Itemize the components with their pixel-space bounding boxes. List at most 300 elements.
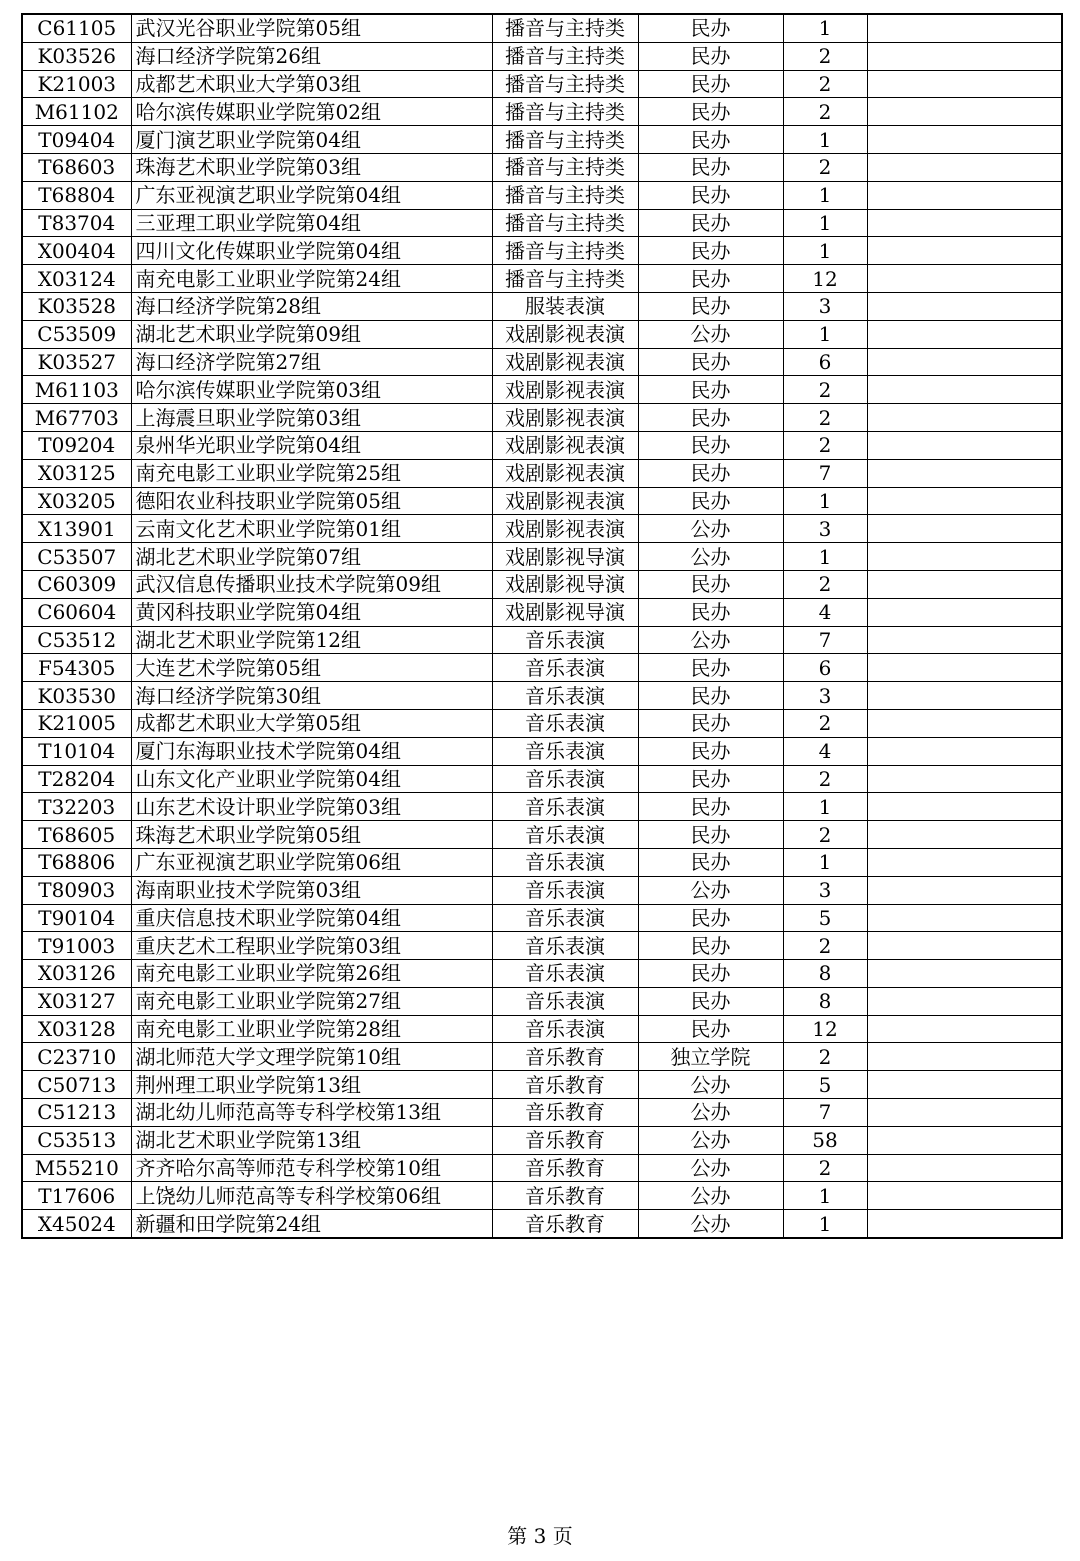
cell-remark (867, 876, 1062, 904)
cell-major: 音乐表演 (492, 1015, 638, 1043)
cell-school-group: 武汉信息传播职业技术学院第09组 (131, 570, 492, 598)
cell-school-group: 湖北艺术职业学院第13组 (131, 1126, 492, 1154)
cell-group-code: M55210 (22, 1154, 131, 1182)
cell-remark (867, 515, 1062, 543)
cell-major: 音乐教育 (492, 1182, 638, 1210)
cell-remark (867, 404, 1062, 432)
cell-remark (867, 376, 1062, 404)
cell-school-type: 民办 (638, 654, 783, 682)
cell-group-code: T10104 (22, 737, 131, 765)
cell-school-group: 厦门演艺职业学院第04组 (131, 126, 492, 154)
table-row (22, 598, 1062, 626)
cell-remark (867, 793, 1062, 821)
cell-school-group: 三亚理工职业学院第04组 (131, 209, 492, 237)
cell-group-code: T80903 (22, 876, 131, 904)
cell-major: 音乐教育 (492, 1210, 638, 1238)
cell-school-type: 民办 (638, 14, 783, 42)
cell-major: 音乐表演 (492, 821, 638, 849)
cell-remark (867, 98, 1062, 126)
cell-remark (867, 181, 1062, 209)
cell-group-code: X03125 (22, 459, 131, 487)
cell-remark (867, 682, 1062, 710)
cell-remark (867, 153, 1062, 181)
table-row (22, 70, 1062, 98)
cell-plan-count: 1 (783, 1210, 867, 1238)
cell-school-type: 民办 (638, 70, 783, 98)
cell-group-code: K03526 (22, 42, 131, 70)
cell-plan-count: 2 (783, 404, 867, 432)
cell-school-group: 南充电影工业职业学院第24组 (131, 265, 492, 293)
cell-school-type: 公办 (638, 320, 783, 348)
cell-major: 音乐教育 (492, 1154, 638, 1182)
cell-school-group: 上海震旦职业学院第03组 (131, 404, 492, 432)
cell-group-code: C61105 (22, 14, 131, 42)
cell-group-code: T09404 (22, 126, 131, 154)
cell-school-type: 民办 (638, 348, 783, 376)
cell-group-code: C53512 (22, 626, 131, 654)
table-row (22, 1182, 1062, 1210)
cell-remark (867, 237, 1062, 265)
cell-group-code: T09204 (22, 431, 131, 459)
table-row (22, 793, 1062, 821)
table-row (22, 209, 1062, 237)
cell-school-type: 民办 (638, 598, 783, 626)
cell-school-group: 重庆信息技术职业学院第04组 (131, 904, 492, 932)
table-body (22, 14, 1062, 1238)
table-row (22, 1126, 1062, 1154)
table-row (22, 265, 1062, 293)
cell-plan-count: 2 (783, 1154, 867, 1182)
cell-school-group: 大连艺术学院第05组 (131, 654, 492, 682)
cell-school-type: 民办 (638, 376, 783, 404)
cell-school-group: 哈尔滨传媒职业学院第03组 (131, 376, 492, 404)
cell-school-type: 公办 (638, 1182, 783, 1210)
cell-school-group: 湖北艺术职业学院第12组 (131, 626, 492, 654)
cell-school-group: 武汉光谷职业学院第05组 (131, 14, 492, 42)
cell-school-type: 民办 (638, 793, 783, 821)
cell-school-type: 民办 (638, 765, 783, 793)
cell-remark (867, 1154, 1062, 1182)
cell-remark (867, 42, 1062, 70)
cell-remark (867, 14, 1062, 42)
cell-plan-count: 5 (783, 904, 867, 932)
cell-group-code: X13901 (22, 515, 131, 543)
table-row (22, 98, 1062, 126)
table-row (22, 543, 1062, 571)
cell-group-code: M61103 (22, 376, 131, 404)
cell-group-code: K03530 (22, 682, 131, 710)
cell-remark (867, 821, 1062, 849)
cell-remark (867, 987, 1062, 1015)
cell-remark (867, 626, 1062, 654)
cell-school-type: 独立学院 (638, 1043, 783, 1071)
cell-school-group: 湖北幼儿师范高等专科学校第13组 (131, 1099, 492, 1127)
cell-group-code: M61102 (22, 98, 131, 126)
cell-school-group: 海口经济学院第30组 (131, 682, 492, 710)
cell-remark (867, 960, 1062, 988)
cell-school-type: 民办 (638, 431, 783, 459)
cell-major: 播音与主持类 (492, 14, 638, 42)
cell-school-group: 南充电影工业职业学院第26组 (131, 960, 492, 988)
cell-school-type: 民办 (638, 904, 783, 932)
cell-group-code: C53513 (22, 1126, 131, 1154)
cell-remark (867, 765, 1062, 793)
cell-remark (867, 265, 1062, 293)
cell-major: 戏剧影视表演 (492, 487, 638, 515)
cell-group-code: T68605 (22, 821, 131, 849)
cell-plan-count: 1 (783, 126, 867, 154)
table-row (22, 876, 1062, 904)
cell-plan-count: 1 (783, 1182, 867, 1210)
table-row (22, 821, 1062, 849)
cell-school-type: 公办 (638, 1071, 783, 1099)
cell-major: 音乐教育 (492, 1043, 638, 1071)
table-row (22, 1210, 1062, 1238)
cell-school-group: 广东亚视演艺职业学院第06组 (131, 848, 492, 876)
cell-school-group: 新疆和田学院第24组 (131, 1210, 492, 1238)
cell-school-group: 海口经济学院第28组 (131, 292, 492, 320)
cell-major: 播音与主持类 (492, 98, 638, 126)
cell-plan-count: 12 (783, 1015, 867, 1043)
cell-plan-count: 3 (783, 682, 867, 710)
cell-remark (867, 1015, 1062, 1043)
cell-remark (867, 348, 1062, 376)
cell-school-type: 民办 (638, 737, 783, 765)
table-row (22, 487, 1062, 515)
cell-major: 播音与主持类 (492, 265, 638, 293)
cell-school-group: 山东文化产业职业学院第04组 (131, 765, 492, 793)
cell-major: 音乐表演 (492, 709, 638, 737)
cell-major: 戏剧影视表演 (492, 348, 638, 376)
cell-plan-count: 1 (783, 487, 867, 515)
cell-school-type: 民办 (638, 682, 783, 710)
cell-school-group: 珠海艺术职业学院第03组 (131, 153, 492, 181)
cell-group-code: C51213 (22, 1099, 131, 1127)
cell-major: 戏剧影视表演 (492, 404, 638, 432)
cell-major: 戏剧影视表演 (492, 376, 638, 404)
cell-plan-count: 4 (783, 737, 867, 765)
cell-major: 播音与主持类 (492, 209, 638, 237)
cell-remark (867, 709, 1062, 737)
cell-school-type: 公办 (638, 626, 783, 654)
cell-school-type: 民办 (638, 153, 783, 181)
cell-school-type: 民办 (638, 932, 783, 960)
cell-school-type: 民办 (638, 404, 783, 432)
cell-group-code: K03528 (22, 292, 131, 320)
cell-major: 音乐表演 (492, 737, 638, 765)
cell-school-type: 民办 (638, 487, 783, 515)
table-row (22, 932, 1062, 960)
cell-plan-count: 8 (783, 960, 867, 988)
table-row (22, 654, 1062, 682)
cell-plan-count: 6 (783, 348, 867, 376)
cell-remark (867, 737, 1062, 765)
cell-remark (867, 487, 1062, 515)
cell-school-group: 湖北师范大学文理学院第10组 (131, 1043, 492, 1071)
cell-major: 播音与主持类 (492, 237, 638, 265)
cell-plan-count: 2 (783, 376, 867, 404)
cell-school-type: 民办 (638, 848, 783, 876)
cell-major: 戏剧影视表演 (492, 320, 638, 348)
cell-group-code: C53507 (22, 543, 131, 571)
table-row (22, 153, 1062, 181)
cell-plan-count: 2 (783, 821, 867, 849)
cell-remark (867, 848, 1062, 876)
cell-major: 播音与主持类 (492, 181, 638, 209)
cell-group-code: M67703 (22, 404, 131, 432)
cell-plan-count: 2 (783, 42, 867, 70)
cell-school-group: 齐齐哈尔高等师范专科学校第10组 (131, 1154, 492, 1182)
cell-group-code: X03127 (22, 987, 131, 1015)
cell-school-group: 重庆艺术工程职业学院第03组 (131, 932, 492, 960)
cell-remark (867, 1099, 1062, 1127)
table-row (22, 737, 1062, 765)
cell-major: 音乐表演 (492, 987, 638, 1015)
cell-school-type: 民办 (638, 709, 783, 737)
cell-group-code: T28204 (22, 765, 131, 793)
cell-school-type: 民办 (638, 821, 783, 849)
cell-group-code: T32203 (22, 793, 131, 821)
cell-group-code: C50713 (22, 1071, 131, 1099)
admission-table (21, 13, 1063, 1239)
cell-school-group: 四川文化传媒职业学院第04组 (131, 237, 492, 265)
cell-major: 戏剧影视导演 (492, 543, 638, 571)
cell-school-type: 民办 (638, 237, 783, 265)
table-row (22, 348, 1062, 376)
cell-major: 音乐表演 (492, 876, 638, 904)
cell-school-group: 德阳农业科技职业学院第05组 (131, 487, 492, 515)
cell-major: 音乐表演 (492, 848, 638, 876)
cell-plan-count: 7 (783, 1099, 867, 1127)
cell-group-code: C23710 (22, 1043, 131, 1071)
cell-group-code: X03124 (22, 265, 131, 293)
table-row (22, 626, 1062, 654)
cell-major: 戏剧影视表演 (492, 459, 638, 487)
cell-remark (867, 904, 1062, 932)
cell-group-code: T83704 (22, 209, 131, 237)
cell-school-type: 民办 (638, 570, 783, 598)
cell-school-type: 民办 (638, 98, 783, 126)
cell-major: 播音与主持类 (492, 70, 638, 98)
cell-school-group: 上饶幼儿师范高等专科学校第06组 (131, 1182, 492, 1210)
cell-plan-count: 3 (783, 876, 867, 904)
cell-school-group: 广东亚视演艺职业学院第04组 (131, 181, 492, 209)
table-row (22, 404, 1062, 432)
cell-school-group: 哈尔滨传媒职业学院第02组 (131, 98, 492, 126)
cell-major: 音乐表演 (492, 932, 638, 960)
cell-school-group: 厦门东海职业技术学院第04组 (131, 737, 492, 765)
cell-group-code: K21003 (22, 70, 131, 98)
cell-school-type: 公办 (638, 876, 783, 904)
page-number: 第 3 页 (507, 1524, 573, 1548)
cell-group-code: C60309 (22, 570, 131, 598)
cell-school-group: 云南文化艺术职业学院第01组 (131, 515, 492, 543)
cell-plan-count: 2 (783, 98, 867, 126)
cell-major: 音乐表演 (492, 793, 638, 821)
cell-major: 音乐表演 (492, 626, 638, 654)
cell-school-group: 南充电影工业职业学院第27组 (131, 987, 492, 1015)
cell-school-type: 民办 (638, 1015, 783, 1043)
cell-school-type: 民办 (638, 960, 783, 988)
cell-remark (867, 1210, 1062, 1238)
table-row (22, 515, 1062, 543)
table-row (22, 1043, 1062, 1071)
cell-school-type: 民办 (638, 126, 783, 154)
table-row (22, 682, 1062, 710)
cell-remark (867, 70, 1062, 98)
cell-remark (867, 126, 1062, 154)
cell-school-group: 成都艺术职业大学第05组 (131, 709, 492, 737)
cell-plan-count: 2 (783, 570, 867, 598)
cell-plan-count: 1 (783, 320, 867, 348)
cell-school-group: 南充电影工业职业学院第28组 (131, 1015, 492, 1043)
cell-plan-count: 4 (783, 598, 867, 626)
cell-school-group: 湖北艺术职业学院第07组 (131, 543, 492, 571)
cell-remark (867, 320, 1062, 348)
cell-major: 音乐表演 (492, 765, 638, 793)
cell-major: 音乐教育 (492, 1071, 638, 1099)
cell-school-group: 成都艺术职业大学第03组 (131, 70, 492, 98)
cell-school-type: 民办 (638, 459, 783, 487)
cell-plan-count: 2 (783, 153, 867, 181)
cell-remark (867, 1071, 1062, 1099)
table-row (22, 431, 1062, 459)
cell-plan-count: 2 (783, 765, 867, 793)
cell-group-code: C60604 (22, 598, 131, 626)
cell-major: 播音与主持类 (492, 153, 638, 181)
cell-remark (867, 209, 1062, 237)
cell-major: 音乐教育 (492, 1099, 638, 1127)
cell-group-code: T68804 (22, 181, 131, 209)
table-row (22, 709, 1062, 737)
cell-remark (867, 292, 1062, 320)
cell-school-group: 荆州理工职业学院第13组 (131, 1071, 492, 1099)
cell-major: 播音与主持类 (492, 126, 638, 154)
table-row (22, 126, 1062, 154)
cell-plan-count: 5 (783, 1071, 867, 1099)
cell-group-code: K03527 (22, 348, 131, 376)
cell-remark (867, 654, 1062, 682)
cell-school-type: 民办 (638, 42, 783, 70)
cell-plan-count: 1 (783, 793, 867, 821)
cell-school-group: 海口经济学院第27组 (131, 348, 492, 376)
cell-group-code: X03128 (22, 1015, 131, 1043)
cell-group-code: T91003 (22, 932, 131, 960)
cell-group-code: T68806 (22, 848, 131, 876)
cell-school-type: 公办 (638, 1126, 783, 1154)
table-row (22, 904, 1062, 932)
cell-major: 音乐表演 (492, 654, 638, 682)
cell-school-group: 南充电影工业职业学院第25组 (131, 459, 492, 487)
cell-school-type: 民办 (638, 209, 783, 237)
table-row (22, 42, 1062, 70)
table-row (22, 292, 1062, 320)
table-row (22, 1015, 1062, 1043)
cell-group-code: T90104 (22, 904, 131, 932)
cell-group-code: K21005 (22, 709, 131, 737)
cell-plan-count: 58 (783, 1126, 867, 1154)
cell-plan-count: 1 (783, 209, 867, 237)
cell-school-group: 海南职业技术学院第03组 (131, 876, 492, 904)
table-row (22, 765, 1062, 793)
cell-plan-count: 2 (783, 70, 867, 98)
cell-major: 音乐表演 (492, 682, 638, 710)
cell-group-code: X00404 (22, 237, 131, 265)
cell-plan-count: 1 (783, 181, 867, 209)
cell-plan-count: 7 (783, 626, 867, 654)
cell-major: 戏剧影视表演 (492, 515, 638, 543)
cell-plan-count: 1 (783, 14, 867, 42)
cell-school-type: 民办 (638, 265, 783, 293)
cell-major: 戏剧影视导演 (492, 598, 638, 626)
cell-group-code: T17606 (22, 1182, 131, 1210)
table-row (22, 237, 1062, 265)
cell-plan-count: 2 (783, 709, 867, 737)
cell-plan-count: 6 (783, 654, 867, 682)
cell-school-group: 珠海艺术职业学院第05组 (131, 821, 492, 849)
cell-group-code: T68603 (22, 153, 131, 181)
cell-major: 音乐表演 (492, 960, 638, 988)
cell-school-type: 民办 (638, 987, 783, 1015)
cell-major: 戏剧影视导演 (492, 570, 638, 598)
cell-plan-count: 1 (783, 237, 867, 265)
cell-major: 服装表演 (492, 292, 638, 320)
table-row (22, 960, 1062, 988)
cell-plan-count: 8 (783, 987, 867, 1015)
cell-remark (867, 598, 1062, 626)
cell-plan-count: 2 (783, 1043, 867, 1071)
cell-major: 戏剧影视表演 (492, 431, 638, 459)
cell-major: 播音与主持类 (492, 42, 638, 70)
cell-school-type: 公办 (638, 515, 783, 543)
table-row (22, 459, 1062, 487)
table-row (22, 848, 1062, 876)
cell-school-group: 湖北艺术职业学院第09组 (131, 320, 492, 348)
cell-group-code: X03126 (22, 960, 131, 988)
cell-major: 音乐教育 (492, 1126, 638, 1154)
table-row (22, 1154, 1062, 1182)
cell-plan-count: 12 (783, 265, 867, 293)
table-row (22, 14, 1062, 42)
cell-plan-count: 1 (783, 543, 867, 571)
cell-school-type: 民办 (638, 181, 783, 209)
table-row (22, 320, 1062, 348)
cell-plan-count: 2 (783, 932, 867, 960)
cell-remark (867, 1043, 1062, 1071)
cell-plan-count: 2 (783, 431, 867, 459)
table-row (22, 570, 1062, 598)
cell-school-group: 黄冈科技职业学院第04组 (131, 598, 492, 626)
cell-group-code: F54305 (22, 654, 131, 682)
cell-plan-count: 3 (783, 515, 867, 543)
table-row (22, 987, 1062, 1015)
cell-school-group: 泉州华光职业学院第04组 (131, 431, 492, 459)
cell-remark (867, 1126, 1062, 1154)
cell-plan-count: 1 (783, 848, 867, 876)
cell-remark (867, 1182, 1062, 1210)
cell-plan-count: 7 (783, 459, 867, 487)
table-row (22, 376, 1062, 404)
cell-school-group: 山东艺术设计职业学院第03组 (131, 793, 492, 821)
cell-group-code: X03205 (22, 487, 131, 515)
cell-group-code: C53509 (22, 320, 131, 348)
cell-school-type: 公办 (638, 1099, 783, 1127)
cell-remark (867, 431, 1062, 459)
cell-remark (867, 570, 1062, 598)
cell-school-type: 民办 (638, 292, 783, 320)
cell-remark (867, 932, 1062, 960)
cell-school-group: 海口经济学院第26组 (131, 42, 492, 70)
